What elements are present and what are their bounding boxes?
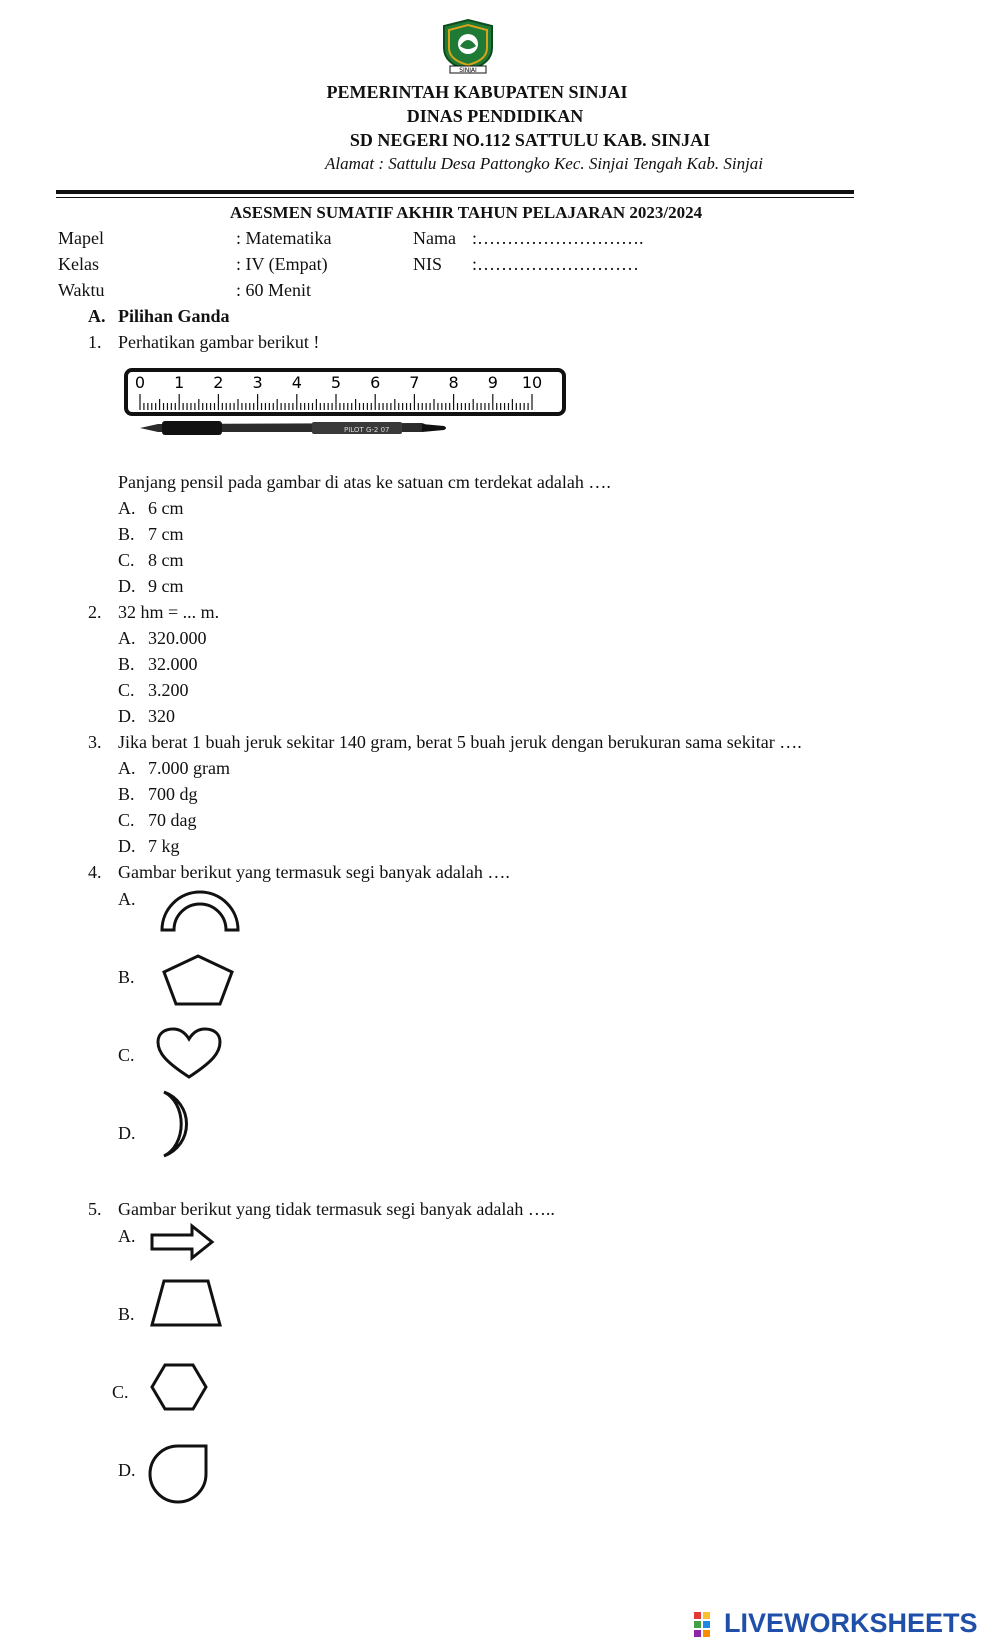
q1-option-c[interactable]: C. 8 cm [118, 550, 184, 570]
ruler-label: 7 [409, 373, 420, 392]
ruler-label: 3 [252, 373, 263, 392]
waktu-label: Waktu [58, 280, 105, 300]
q2-option-a[interactable]: A. 320.000 [118, 628, 207, 648]
heart-icon[interactable] [156, 1027, 222, 1079]
section-heading: A. Pilihan Ganda [88, 306, 230, 326]
exam-title: ASESMEN SUMATIF AKHIR TAHUN PELAJARAN 2023/2024 [230, 203, 703, 222]
ruler-label: 8 [448, 373, 459, 392]
q3-option-d[interactable]: D. 7 kg [118, 836, 180, 856]
svg-text:PILOT G-2 07: PILOT G-2 07 [344, 426, 390, 434]
svg-text:SINJAI: SINJAI [459, 67, 477, 74]
ruler-label: 2 [213, 373, 224, 392]
pentagon-icon[interactable] [162, 954, 234, 1006]
q5-option-c[interactable]: C. [112, 1382, 129, 1402]
q2-option-b[interactable]: B. 32.000 [118, 654, 198, 674]
agency-name: DINAS PENDIDIKAN [406, 106, 584, 126]
q5-option-b[interactable]: B. [118, 1304, 135, 1324]
waktu-value: : 60 Menit [236, 280, 311, 300]
question-3: 3. Jika berat 1 buah jeruk sekitar 140 gram, berat 5 buah jeruk dengan berukuran sama sekitar …. [88, 732, 802, 752]
mapel-value: : Matematika [236, 228, 332, 248]
header-divider-thin [56, 197, 854, 198]
q5-option-d[interactable]: D. [118, 1460, 136, 1480]
question-4: 4. Gambar berikut yang termasuk segi banyak adalah …. [88, 862, 510, 882]
teardrop-icon[interactable] [148, 1444, 208, 1504]
government-name: PEMERINTAH KABUPATEN SINJAI [326, 82, 628, 102]
q2-option-c[interactable]: C. 3.200 [118, 680, 189, 700]
q4-option-b[interactable]: B. [118, 967, 135, 987]
q5-option-a[interactable]: A. [118, 1226, 136, 1246]
regency-logo [438, 18, 498, 79]
q4-option-d[interactable]: D. [118, 1123, 136, 1143]
q1-option-b[interactable]: B. 7 cm [118, 524, 184, 544]
ruler-label: 0 [134, 373, 146, 392]
semicircle-arch-icon[interactable] [160, 888, 240, 932]
ruler-label: 9 [487, 373, 498, 392]
kelas-value: : IV (Empat) [236, 254, 328, 274]
q3-option-b[interactable]: B. 700 dg [118, 784, 198, 804]
nis-label: NIS [413, 254, 443, 274]
question-2: 2. 32 hm = ... m. [88, 602, 220, 622]
ruler-label: 6 [370, 373, 381, 392]
nama-label: Nama [413, 228, 456, 248]
school-address: Alamat : Sattulu Desa Pattongko Kec. Sinjai Tengah Kab. Sinjai [324, 154, 764, 173]
liveworksheets-logo[interactable] [694, 1610, 994, 1640]
liveworksheets-wordmark: LIVEWORKSHEETS [724, 1608, 978, 1638]
q1-option-a[interactable]: A. 6 cm [118, 498, 184, 518]
q3-option-c[interactable]: C. 70 dag [118, 810, 197, 830]
ruler-label: 5 [330, 373, 342, 392]
q1-option-d[interactable]: D. 9 cm [118, 576, 184, 596]
trapezoid-icon[interactable] [150, 1279, 222, 1327]
q4-option-a[interactable]: A. [118, 889, 136, 909]
ruler-label: 10 [521, 373, 543, 392]
header-divider-thick [56, 190, 854, 194]
ruler-label: 1 [174, 373, 185, 392]
liveworksheets-mark-icon [694, 1612, 720, 1638]
arrow-icon[interactable] [150, 1224, 214, 1260]
kelas-label: Kelas [58, 254, 99, 274]
question-1-prompt: Panjang pensil pada gambar di atas ke satuan cm terdekat adalah …. [118, 472, 611, 492]
q4-option-c[interactable]: C. [118, 1045, 135, 1065]
q2-option-d[interactable]: D. 320 [118, 706, 175, 726]
school-name: SD NEGERI NO.112 SATTULU KAB. SINJAI [349, 130, 711, 150]
nis-field[interactable]: :……………………… [472, 254, 640, 274]
question-1: 1. Perhatikan gambar berikut ! [88, 332, 320, 352]
q3-option-a[interactable]: A. 7.000 gram [118, 758, 230, 778]
ruler-label: 4 [291, 373, 302, 392]
hexagon-icon[interactable] [150, 1363, 208, 1411]
nama-field[interactable]: :………………………. [472, 228, 644, 248]
ruler-pen-illustration [122, 366, 572, 450]
crescent-icon[interactable] [160, 1090, 210, 1158]
mapel-label: Mapel [58, 228, 104, 248]
question-5: 5. Gambar berikut yang tidak termasuk segi banyak adalah ….. [88, 1199, 555, 1219]
